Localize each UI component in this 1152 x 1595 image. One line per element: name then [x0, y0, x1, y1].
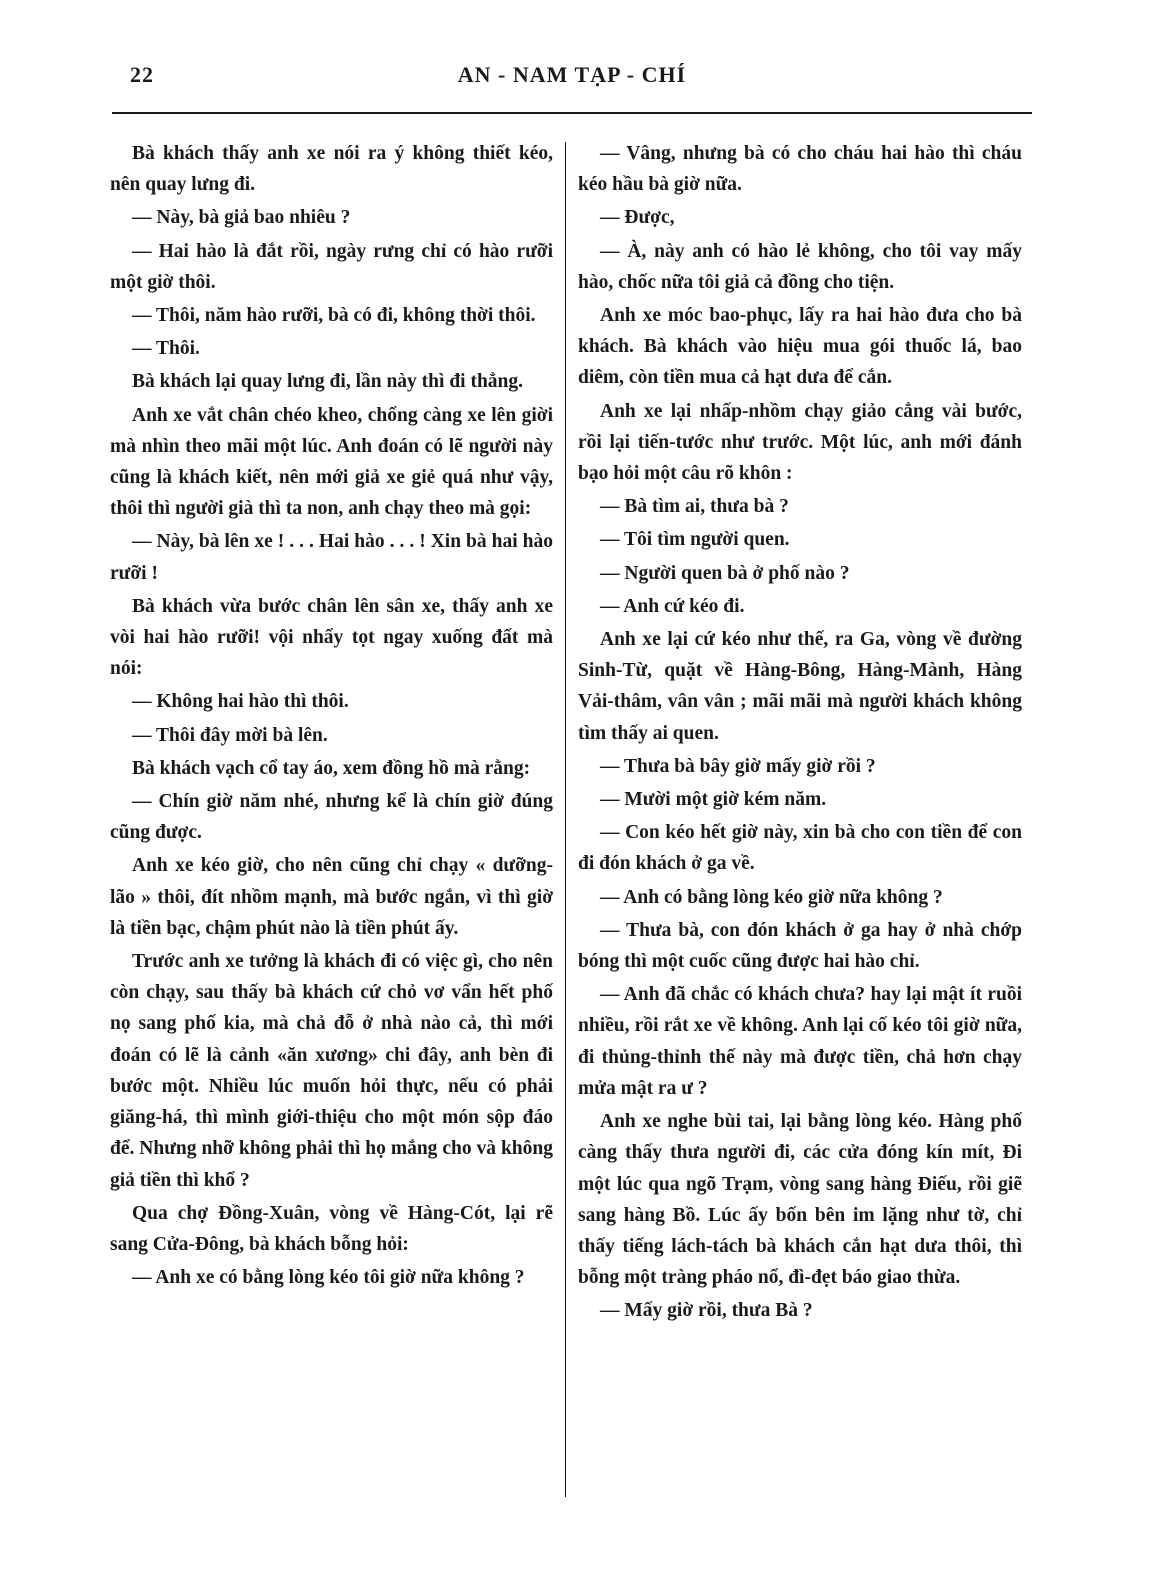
paragraph: — Tôi tìm người quen.: [600, 529, 790, 551]
paragraph: — Này, bà giả bao nhiêu ?: [132, 207, 351, 229]
paragraph: — Mấy giờ rồi, thưa Bà ?: [600, 1300, 813, 1322]
paragraph: — Người quen bà ở phố nào ?: [600, 562, 850, 584]
header-rule: [112, 112, 1032, 114]
paragraph: — Này, bà lên xe ! . . . Hai hào . . . ! Xin bà hai hào rưỡi !: [110, 531, 553, 584]
paragraph: — Không hai hào thì thôi.: [132, 691, 349, 713]
paragraph: — Anh xe có bằng lòng kéo tôi giờ nữa không ?: [132, 1267, 525, 1289]
right-column: [578, 138, 1022, 1329]
paragraph: Qua chợ Đồng-Xuân, vòng về Hàng-Cót, lại rẽ sang Cửa-Đông, bà khách bỗng hỏi:: [110, 1202, 553, 1255]
page-number: 22: [130, 62, 154, 87]
paragraph: Trước anh xe tưởng là khách đi có việc gì, cho nên còn chạy, sau thấy bà khách cứ chỏ vơ vẩn hết phố nọ sang phố kia, mà chả đỗ ở nhà nào cả, thì mới đoán có lẽ là cảnh «ăn xương» chi đây, anh bèn đi bước một. Nhiều lúc muốn hỏi thực, nếu có phải giăng-há, thì mình giới-thiệu cho một món sộp đáo để. Nhưng nhỡ không phải thì họ mắng cho và không giả tiền thì khổ ?: [110, 951, 553, 1191]
paragraph: Bà khách thấy anh xe nói ra ý không thiết kéo, nên quay lưng đi.: [110, 143, 553, 196]
paragraph: Bà khách vạch cổ tay áo, xem đồng hồ mà rằng:: [132, 757, 531, 779]
paragraph: — Thôi, năm hào rưỡi, bà có đi, không thời thôi.: [132, 305, 536, 327]
paragraph: — Vâng, nhưng bà có cho cháu hai hào thì cháu kéo hầu bà giờ nữa.: [578, 143, 1022, 196]
paragraph: — Con kéo hết giờ này, xin bà cho con tiền để con đi đón khách ở ga về.: [578, 822, 1022, 875]
left-column: [110, 138, 553, 1295]
paragraph: — Thưa bà, con đón khách ở ga hay ở nhà chớp bóng thì một cuốc cũng được hai hào chỉ.: [578, 919, 1022, 973]
paragraph: Anh xe vắt chân chéo kheo, chổng càng xe lên giời mà nhìn theo mãi một lúc. Anh đoán có lẽ người này cũng là khách kiết, nên mới giả xe giẻ quá như vậy, thôi thì người già thì ta non, anh chạy theo mà gọi:: [110, 404, 553, 520]
paragraph: — Anh đã chắc có khách chưa? hay lại mật ít ruồi nhiều, rồi rắt xe về không. Anh lại cố kéo tôi giờ nữa, đi thủng-thỉnh thế này mà được tiền, chả hơn chạy mửa mật ra ư ?: [578, 984, 1022, 1099]
paragraph: — Chín giờ năm nhé, nhưng kể là chín giờ đúng cũng được.: [110, 791, 553, 844]
journal-title: AN - NAM TẠP - CHÍ: [457, 62, 687, 87]
paragraph: Anh xe kéo giờ, cho nên cũng chỉ chạy « dưỡng-lão » thôi, đít nhồm mạnh, mà bước ngắn, vì thì giờ là tiền bạc, chậm phút nào là tiền phút ấy.: [110, 855, 553, 939]
paragraph: — À, này anh có hào lẻ không, cho tôi vay mấy hào, chốc nữa tôi giả cả đồng cho tiện.: [578, 240, 1022, 293]
paragraph: Anh xe lại nhấp-nhồm chạy giảo cẳng vài bước, rồi lại tiến-tước như trước. Một lúc, anh mới đánh bạo hỏi một câu rõ khôn :: [578, 400, 1022, 485]
paragraph: Bà khách lại quay lưng đi, lần này thì đi thẳng.: [132, 371, 524, 393]
paragraph: — Thưa bà bây giờ mấy giờ rồi ?: [600, 755, 876, 777]
paragraph: Anh xe lại cứ kéo như thế, ra Ga, vòng về đường Sinh-Từ, quặt về Hàng-Bông, Hàng-Mành, Hàng Vải-thâm, vân vân ; mãi mãi mà người khách không tìm thấy ai quen.: [578, 629, 1022, 744]
paragraph: — Anh có bằng lòng kéo giờ nữa không ?: [600, 886, 943, 908]
page-header: [112, 62, 1032, 102]
paragraph: Anh xe nghe bùi tai, lại bằng lòng kéo. Hàng phố càng thấy thưa người đi, các cửa đóng kín mít, Đi một lúc qua ngõ Trạm, vòng sang hàng Điếu, rồi giẽ sang hàng Bồ. Lúc ấy bốn bên im lặng như tờ, chỉ thấy tiếng lách-tách bà khách cắn hạt dưa thôi, thì bỗng một tràng pháo nổ, đì-đẹt báo giao thừa.: [578, 1111, 1022, 1289]
paragraph: — Thôi đây mời bà lên.: [132, 724, 328, 746]
paragraph: — Thôi.: [132, 338, 200, 360]
paragraph: — Hai hào là đắt rồi, ngày rưng chỉ có hào rưỡi một giờ thôi.: [110, 240, 553, 293]
paragraph: — Bà tìm ai, thưa bà ?: [600, 496, 789, 518]
paragraph: — Được,: [600, 207, 675, 229]
column-divider: [565, 142, 566, 1497]
paragraph: Bà khách vừa bước chân lên sân xe, thấy anh xe vòi hai hào rưỡi! vội nhẩy tọt ngay xuống đất mà nói:: [110, 595, 553, 680]
paragraph: Anh xe móc bao-phục, lấy ra hai hào đưa cho bà khách. Bà khách vào hiệu mua gói thuốc lá, bao diêm, còn tiền mua cả hạt dưa để cắn.: [578, 305, 1022, 389]
paragraph: — Anh cứ kéo đi.: [600, 595, 745, 617]
paragraph: — Mười một giờ kém năm.: [600, 789, 827, 811]
